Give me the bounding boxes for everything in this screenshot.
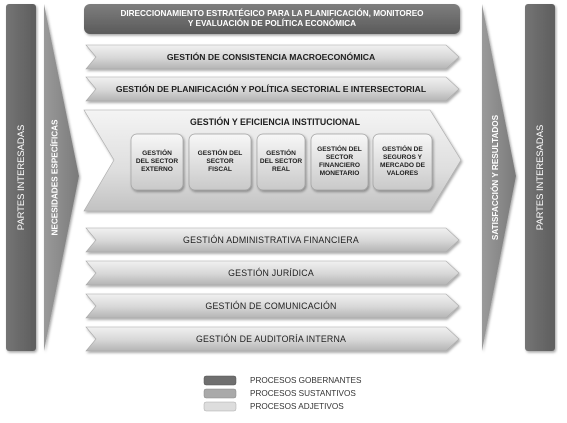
top-banner-title bbox=[84, 4, 460, 34]
legend-label-gobernantes: PROCESOS GOBERNANTES bbox=[250, 376, 362, 385]
legend-label-sustantivos: PROCESOS SUSTANTIVOS bbox=[250, 389, 356, 398]
top-banner-line2: Y EVALUACIÓN DE POLÍTICA ECONÓMICA bbox=[187, 19, 357, 28]
legend-swatch-gobernantes bbox=[204, 376, 236, 385]
chevron-consistencia-label: GESTIÓN DE CONSISTENCIA MACROECONÓMICA bbox=[166, 52, 376, 62]
legend-swatch-sustantivos bbox=[204, 389, 236, 398]
top-banner-line1: DIRECCIONAMIENTO ESTRATÉGICO PARA LA PLANIFICACIÓN, MONITOREO bbox=[120, 8, 424, 18]
box-sector-externo-label: GESTIÓN DEL SECTOR EXTERNO bbox=[135, 150, 179, 173]
legend-swatch-adjetivos bbox=[204, 402, 236, 411]
left-arrow-label: NECESIDADES ESPECÍFICAS bbox=[50, 119, 60, 236]
chevron-comunicacion-label: GESTIÓN DE COMUNICACIÓN bbox=[205, 301, 337, 311]
legend-label-adjetivos: PROCESOS ADJETIVOS bbox=[250, 402, 344, 411]
right-pillar-label: PARTES INTERESADAS bbox=[534, 124, 546, 231]
chevron-juridica-label: GESTIÓN JURÍDICA bbox=[228, 268, 314, 278]
left-pillar-label: PARTES INTERESADAS bbox=[15, 124, 27, 231]
box-seguros-label: GESTIÓN DE SEGUROS Y MERCADO DE VALORES bbox=[379, 146, 426, 177]
chevron-administrativa-label: GESTIÓN ADMINISTRATIVA FINANCIERA bbox=[183, 235, 359, 245]
chevron-auditoria-label: GESTIÓN DE AUDITORÍA INTERNA bbox=[195, 334, 347, 344]
box-sector-financiero-label: GESTIÓN DEL SECTOR FINANCIERO MONETARIO bbox=[317, 146, 362, 177]
box-sector-real-label: GESTIÓN DEL SECTOR REAL bbox=[259, 150, 303, 173]
box-sector-fiscal-label: GESTIÓN DEL SECTOR FISCAL bbox=[197, 150, 243, 173]
chevron-planificacion-label: GESTIÓN DE PLANIFICACIÓN Y POLÍTICA SECTORIAL E INTERSECTORIAL bbox=[115, 84, 427, 94]
right-arrow-label: SATISFACCIÓN Y RESULTADOS bbox=[491, 114, 501, 241]
institutional-title: GESTIÓN Y EFICIENCIA INSTITUCIONAL bbox=[190, 117, 360, 127]
